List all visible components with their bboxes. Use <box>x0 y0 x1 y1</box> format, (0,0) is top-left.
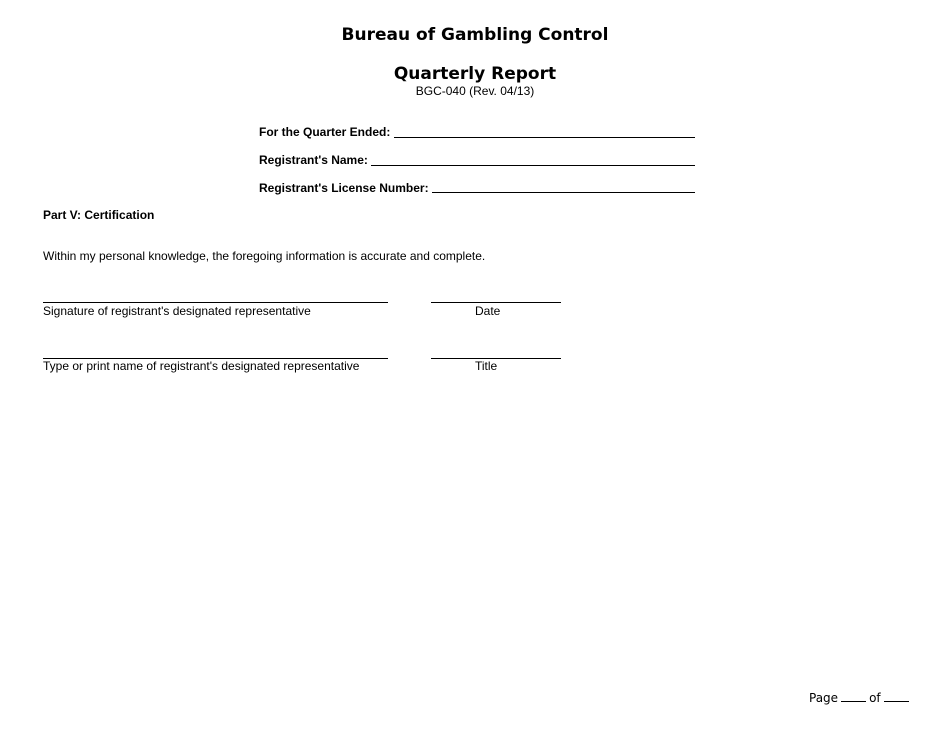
page-number-field[interactable] <box>841 701 866 702</box>
page-total-field[interactable] <box>884 701 909 702</box>
registrant-name-label: Registrant's Name: <box>259 153 368 167</box>
section-title: Part V: Certification <box>43 208 155 222</box>
agency-name: Bureau of Gambling Control <box>341 25 609 45</box>
signature-caption: Signature of registrant's designated representative <box>43 304 311 318</box>
print-name-caption: Type or print name of registrant's designated representative <box>43 359 360 373</box>
page-footer <box>809 691 912 705</box>
signature-line[interactable] <box>43 302 388 303</box>
license-number-field[interactable] <box>432 192 695 193</box>
license-number-label: Registrant's License Number: <box>259 181 429 195</box>
quarter-ended-field[interactable] <box>394 137 695 138</box>
title-caption: Title <box>475 359 498 373</box>
date-caption: Date <box>475 304 501 318</box>
quarter-ended-label: For the Quarter Ended: <box>259 125 391 139</box>
of-label: of <box>869 691 881 705</box>
page-label: Page <box>809 691 839 705</box>
date-line[interactable] <box>431 302 561 303</box>
certification-statement: Within my personal knowledge, the foregoing information is accurate and complete. <box>43 249 486 263</box>
registrant-name-field[interactable] <box>371 165 695 166</box>
report-title: Quarterly Report <box>393 64 557 84</box>
form-code: BGC-040 (Rev. 04/13) <box>415 84 535 98</box>
